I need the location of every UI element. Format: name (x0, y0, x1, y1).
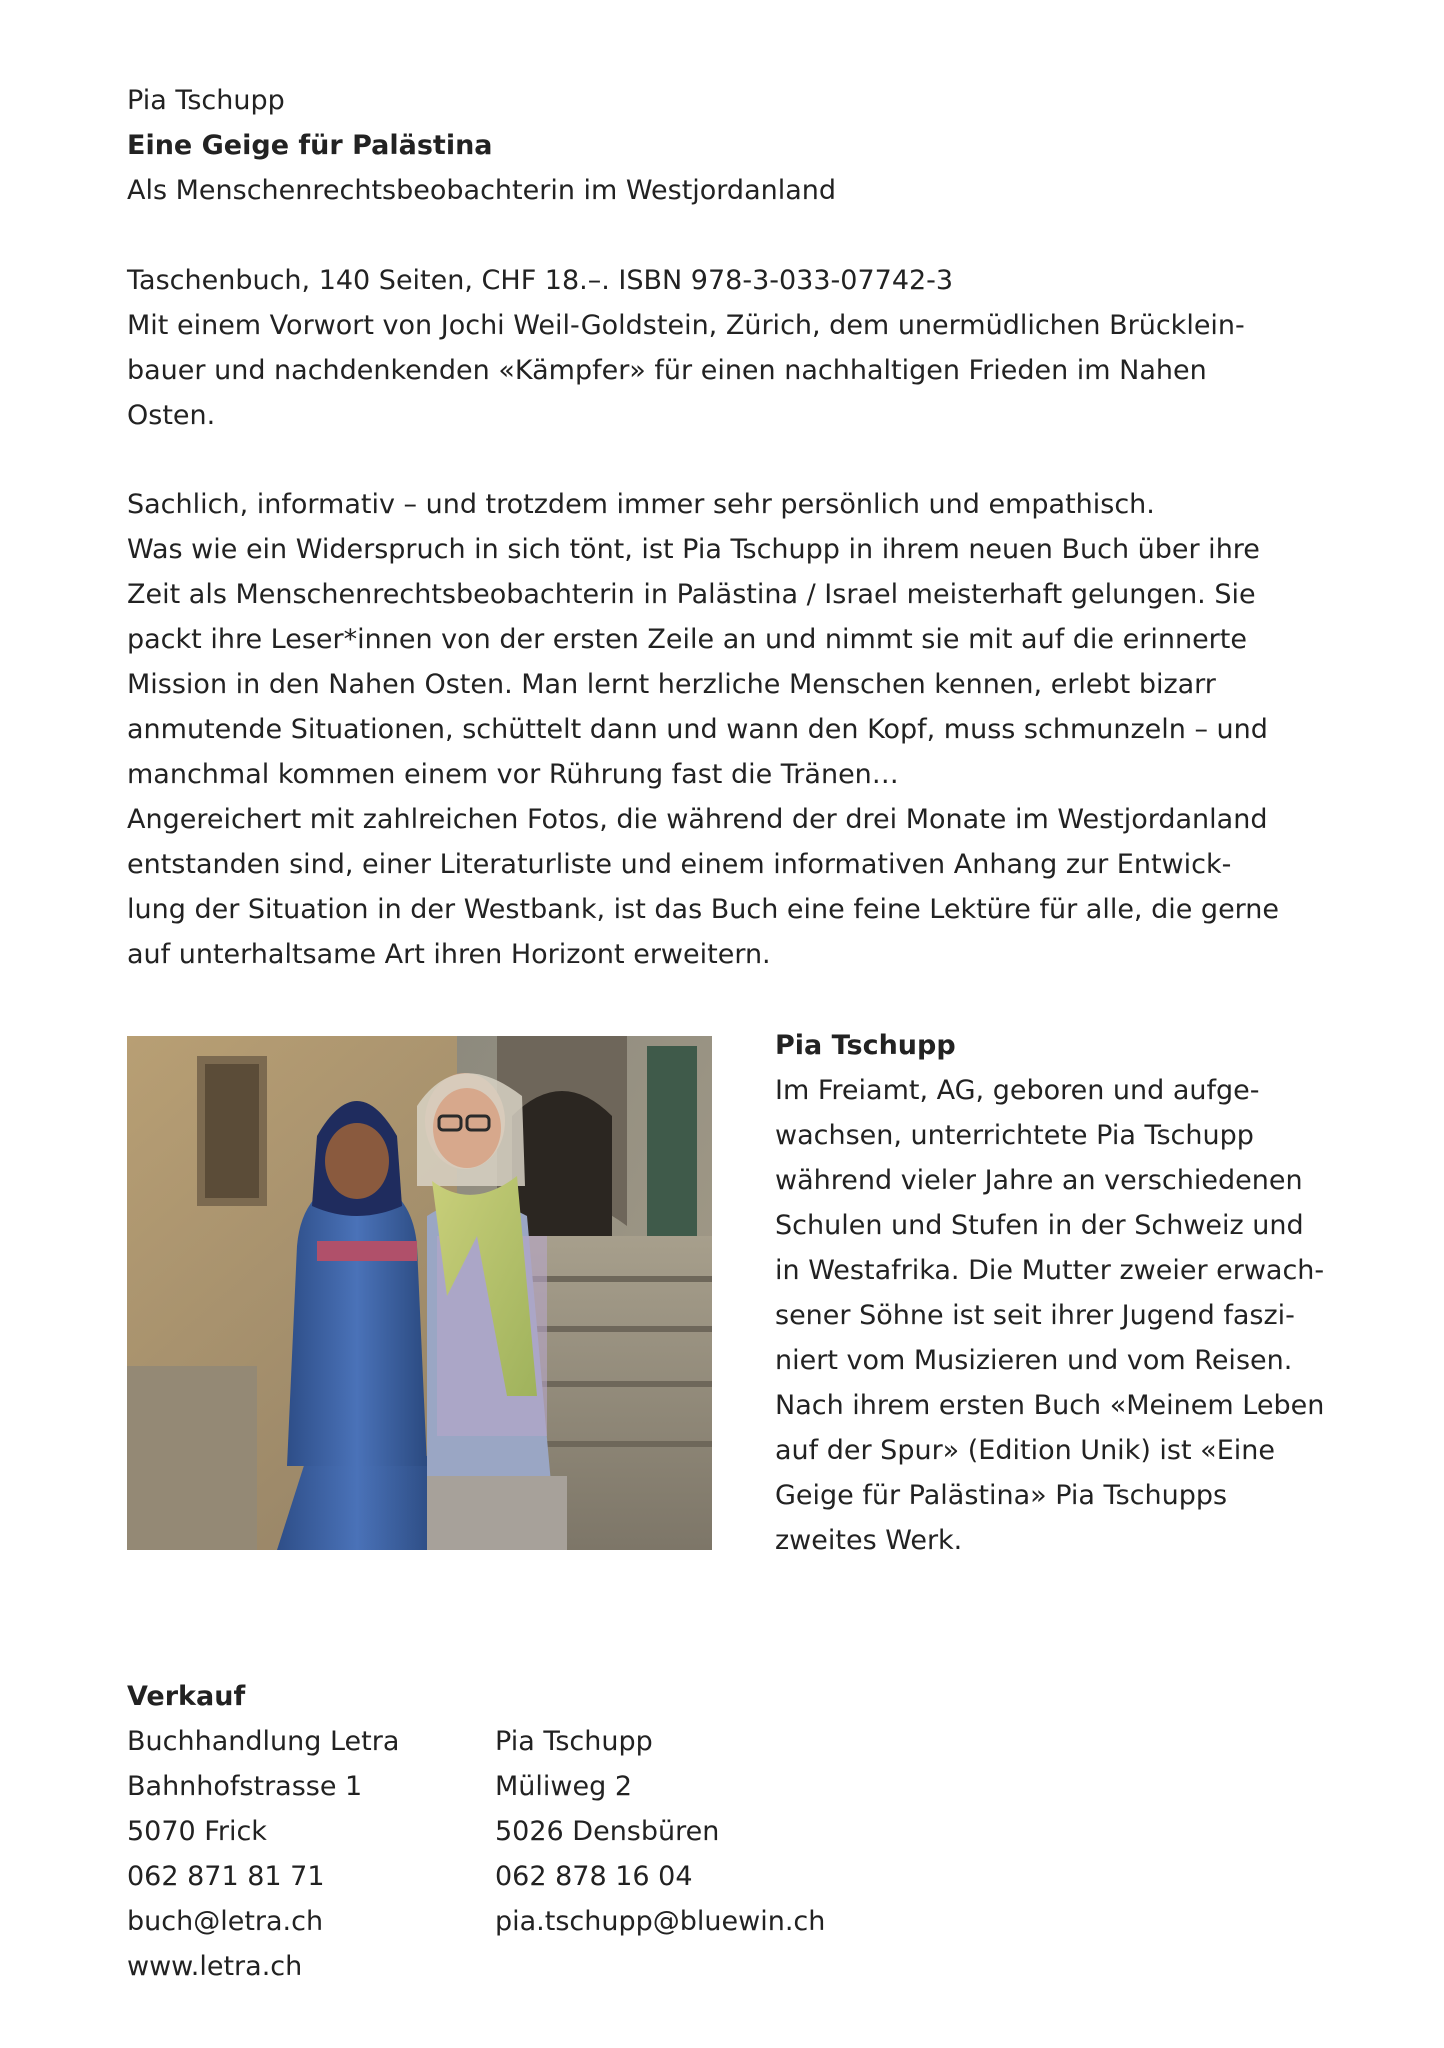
description-line: Angereichert mit zahlreichen Fotos, die während der drei Monate im Westjordanland (127, 804, 1268, 835)
description-line: entstanden sind, einer Literaturliste und einem informativen Anhang zur Entwick- (127, 849, 1232, 880)
bio-line: auf der Spur» (Edition Unik) ist «Eine (775, 1435, 1275, 1466)
bio-line: Im Freiamt, AG, geboren und aufge- (775, 1075, 1260, 1106)
book-info-block (127, 259, 1327, 439)
sales-heading-block (127, 1675, 427, 1719)
author-name: Pia Tschupp (127, 85, 285, 116)
author-contact-street: Müliweg 2 (495, 1771, 633, 1802)
bookstore-contact (127, 1720, 477, 1990)
bookstore-street: Bahnhofstrasse 1 (127, 1771, 363, 1802)
bookstore-name: Buchhandlung Letra (127, 1726, 400, 1757)
bookstore-website-link[interactable]: www.letra.ch (127, 1951, 303, 1982)
book-subtitle: Als Menschenrechtsbeobachterin im Westjordanland (127, 175, 837, 206)
author-contact-name: Pia Tschupp (495, 1726, 653, 1757)
bio-line: Nach ihrem ersten Buch «Meinem Leben (775, 1390, 1325, 1421)
description-line: Was wie ein Widerspruch in sich tönt, ist Pia Tschupp in ihrem neuen Buch über ihre (127, 534, 1260, 565)
header-block (127, 79, 1327, 214)
bio-line: zweites Werk. (775, 1525, 963, 1556)
author-contact-city: 5026 Densbüren (495, 1816, 720, 1847)
sales-heading: Verkauf (127, 1681, 246, 1712)
bio-line: sener Söhne ist seit ihrer Jugend faszi- (775, 1300, 1295, 1331)
description-block (127, 483, 1327, 983)
book-info-line: Osten. (127, 400, 216, 431)
author-contact (495, 1720, 945, 1945)
description-line: auf unterhaltsame Art ihren Horizont erweitern. (127, 939, 771, 970)
book-info-line: Mit einem Vorwort von Jochi Weil-Goldstein, Zürich, dem unermüdlichen Brücklein- (127, 310, 1245, 341)
bookstore-phone: 062 871 81 71 (127, 1861, 325, 1892)
bookstore-email-link[interactable]: buch@letra.ch (127, 1906, 324, 1937)
bio-line: wachsen, unterrichtete Pia Tschupp (775, 1120, 1254, 1151)
author-contact-email-link[interactable]: pia.tschupp@bluewin.ch (495, 1906, 826, 1937)
bio-line: während vieler Jahre an verschiedenen (775, 1165, 1303, 1196)
description-line: packt ihre Leser*innen von der ersten Zeile an und nimmt sie mit auf die erinnerte (127, 624, 1247, 655)
description-line: anmutende Situationen, schüttelt dann und wann den Kopf, muss schmunzeln – und (127, 714, 1268, 745)
author-photo (127, 1036, 712, 1550)
description-line: Zeit als Menschenrechtsbeobachterin in Palästina / Israel meisterhaft gelungen. Sie (127, 579, 1256, 610)
description-line: Mission in den Nahen Osten. Man lernt herzliche Menschen kennen, erlebt bizarr (127, 669, 1216, 700)
bio-line: Schulen und Stufen in der Schweiz und (775, 1210, 1304, 1241)
book-info-line: Taschenbuch, 140 Seiten, CHF 18.–. ISBN 978-3-033-07742-3 (127, 265, 954, 296)
description-line: lung der Situation in der Westbank, ist das Buch eine feine Lektüre für alle, die gerne (127, 894, 1280, 925)
bio-heading: Pia Tschupp (775, 1030, 956, 1061)
bio-line: Geige für Palästina» Pia Tschupps (775, 1480, 1228, 1511)
description-line: manchmal kommen einem vor Rührung fast die Tränen… (127, 759, 899, 790)
bio-line: niert vom Musizieren und vom Reisen. (775, 1345, 1293, 1376)
description-line: Sachlich, informativ – und trotzdem immer sehr persönlich und empathisch. (127, 489, 1155, 520)
bookstore-city: 5070 Frick (127, 1816, 267, 1847)
author-bio-block (775, 1024, 1375, 1564)
author-contact-phone: 062 878 16 04 (495, 1861, 693, 1892)
bio-line: in Westafrika. Die Mutter zweier erwach- (775, 1255, 1325, 1286)
book-title: Eine Geige für Palästina (127, 130, 493, 161)
book-info-line: bauer und nachdenkenden «Kämpfer» für einen nachhaltigen Frieden im Nahen (127, 355, 1207, 386)
